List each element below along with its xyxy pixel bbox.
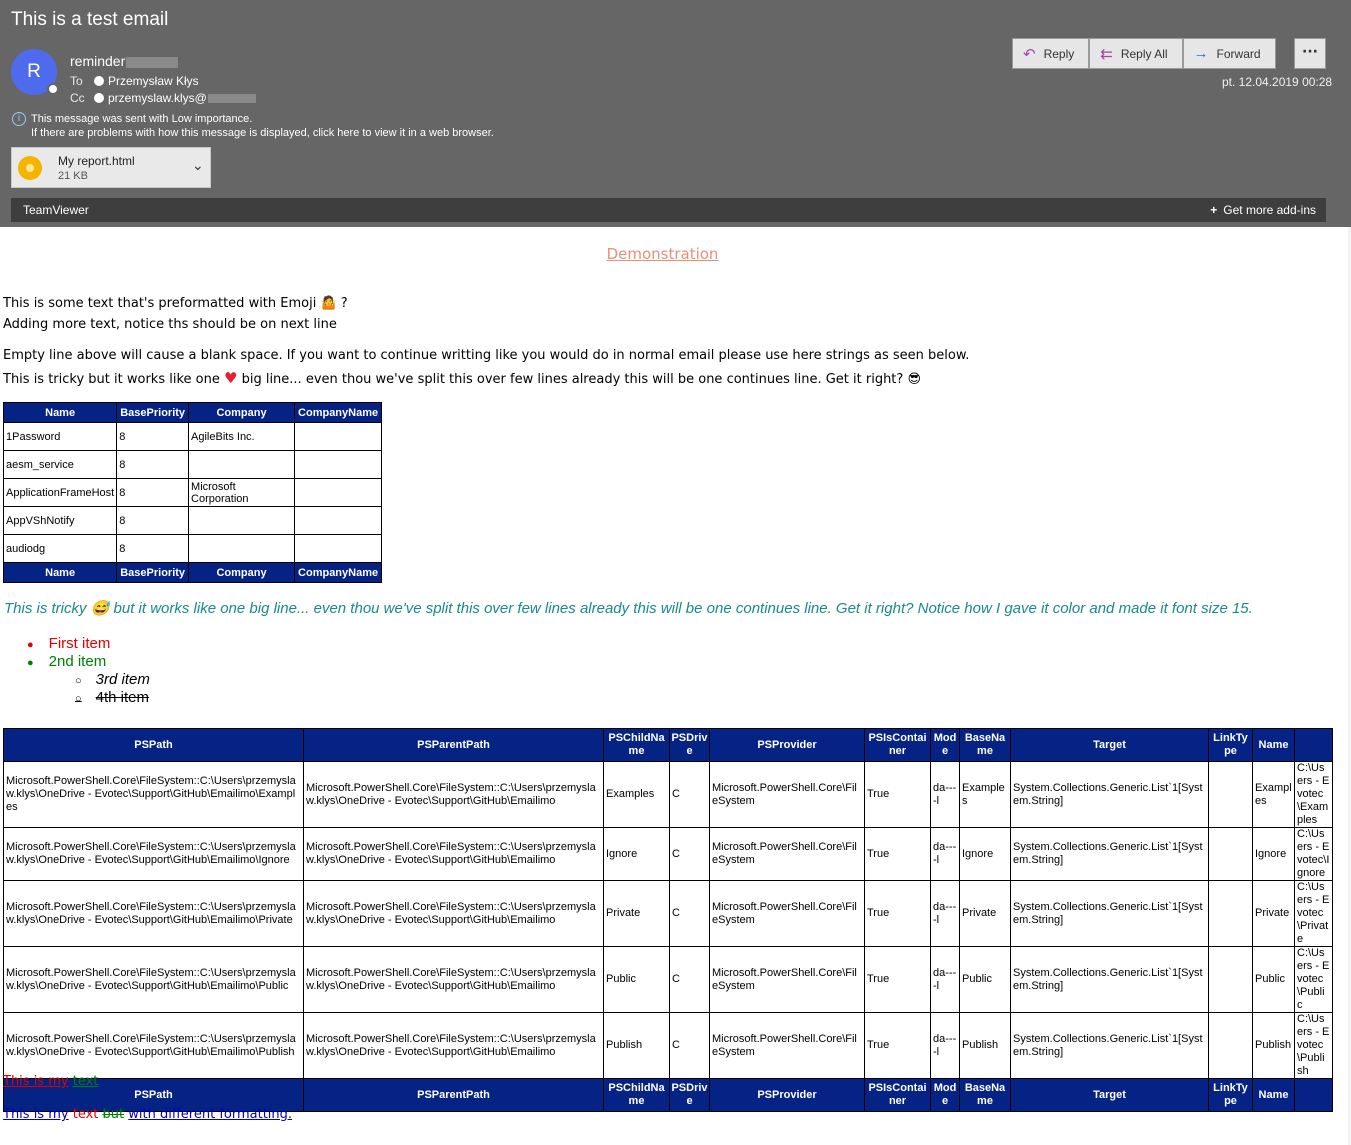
table-cell: Publish bbox=[1253, 1013, 1295, 1079]
table-cell: Microsoft.PowerShell.Core\FileSystem::C:\Users\przemyslaw.klys\OneDrive - Evotec\Support\GitHub\Emailimo bbox=[304, 947, 604, 1013]
cc-row bbox=[70, 91, 256, 105]
table-cell: System.Collections.Generic.List`1[System.String] bbox=[1011, 762, 1209, 828]
table-cell: C bbox=[670, 828, 710, 881]
colored-paragraph: This is tricky 😅 but it works like one big line... even thou we've split this over few lines already this will be one continues line. Get it right? Notice how I gave it color and made it font size 15. bbox=[4, 600, 1253, 617]
more-icon[interactable]: ··· bbox=[1294, 38, 1326, 69]
reply-all-button[interactable] bbox=[1089, 38, 1182, 69]
col-mode-footer: Mode bbox=[931, 1079, 960, 1112]
footer-blue-text: This is my bbox=[3, 1107, 69, 1122]
col-fullname-footer bbox=[1295, 1079, 1333, 1112]
table-cell: Ignore bbox=[604, 828, 670, 881]
table-cell: 8 bbox=[117, 535, 189, 563]
view-in-browser-link[interactable]: If there are problems with how this message is displayed, click here to view it in a web browser. bbox=[31, 127, 494, 139]
presence-dot-icon bbox=[94, 93, 104, 103]
col-company: Company bbox=[189, 403, 295, 423]
col-psdrive: PSDrive bbox=[670, 729, 710, 762]
paragraph-2 bbox=[3, 345, 969, 391]
attachment-size: 21 KB bbox=[58, 170, 88, 182]
presence-indicator bbox=[47, 83, 59, 95]
table-cell: Private bbox=[604, 881, 670, 947]
list-item bbox=[27, 653, 106, 670]
col-psprovider: PSProvider bbox=[710, 729, 865, 762]
table-cell: Microsoft.PowerShell.Core\FileSystem::C:\Users\przemyslaw.klys\OneDrive - Evotec\Support\GitHub\Emailimo\Publish bbox=[4, 1013, 304, 1079]
table-cell: da----l bbox=[931, 828, 960, 881]
tricky-line bbox=[3, 367, 969, 391]
table-cell bbox=[189, 535, 295, 563]
list-item-label: 3rd item bbox=[95, 671, 150, 688]
footer-red-text: text bbox=[72, 1107, 99, 1122]
col-basename: BaseName bbox=[960, 729, 1011, 762]
col-psdrive-footer: PSDrive bbox=[670, 1079, 710, 1112]
sender-label: reminder bbox=[70, 53, 126, 69]
to-recipient[interactable]: Przemysław Kłys bbox=[108, 74, 199, 88]
circle-bullet-icon: ○ bbox=[75, 675, 82, 687]
table-cell: Examples bbox=[1253, 762, 1295, 828]
reply-all-icon: ⇇ bbox=[1100, 45, 1113, 63]
bullet-icon: ● bbox=[27, 639, 34, 651]
avatar-letter: R bbox=[27, 61, 41, 82]
table-cell bbox=[1209, 947, 1253, 1013]
table-cell: Ignore bbox=[960, 828, 1011, 881]
col-companyname: CompanyName bbox=[295, 403, 382, 423]
table-cell: Microsoft.PowerShell.Core\FileSystem::C:\Users\przemyslaw.klys\OneDrive - Evotec\Support\GitHub\Emailimo\Private bbox=[4, 881, 304, 947]
col-linktype: LinkType bbox=[1209, 729, 1253, 762]
col-psiscontainer: PSIsContainer bbox=[865, 729, 931, 762]
col-linktype-footer: LinkType bbox=[1209, 1079, 1253, 1112]
table-cell: da----l bbox=[931, 947, 960, 1013]
table-row bbox=[4, 479, 382, 507]
table-cell: True bbox=[865, 828, 931, 881]
forward-button[interactable] bbox=[1183, 38, 1276, 69]
table-cell bbox=[295, 423, 382, 451]
col-pspath-footer: PSPath bbox=[4, 1079, 304, 1112]
table-cell: True bbox=[865, 762, 931, 828]
col-mode: Mode bbox=[931, 729, 960, 762]
table-cell bbox=[295, 479, 382, 507]
table-cell: aesm_service bbox=[4, 451, 117, 479]
table-cell: C bbox=[670, 947, 710, 1013]
table-cell: C:\Users - Evotec\Ignore bbox=[1295, 828, 1333, 881]
table-row bbox=[4, 1013, 1333, 1079]
attachment-card[interactable] bbox=[11, 147, 211, 188]
bullet-icon: ● bbox=[27, 657, 34, 669]
footer-red-text: This is my bbox=[3, 1074, 69, 1089]
table-cell bbox=[1209, 881, 1253, 947]
paragraph-1 bbox=[3, 293, 348, 335]
table-cell: Microsoft.PowerShell.Core\FileSystem bbox=[710, 762, 865, 828]
table-cell: 1Password bbox=[4, 423, 117, 451]
table-row bbox=[4, 762, 1333, 828]
table-cell: Private bbox=[960, 881, 1011, 947]
footer-strike-text: but bbox=[102, 1107, 125, 1122]
tricky-part-2: big line... even thou we've split this over few lines already this will be one continues line. Get it right? 😎 bbox=[241, 372, 921, 387]
col-name-footer: Name bbox=[4, 563, 117, 583]
footer-line-2 bbox=[3, 1107, 292, 1122]
table-cell: C:\Users - Evotec\Publish bbox=[1295, 1013, 1333, 1079]
presence-dot-icon bbox=[94, 76, 104, 86]
list-item-label: 2nd item bbox=[48, 653, 107, 670]
attachment-name: My report.html bbox=[58, 154, 135, 168]
table-cell: C:\Users - Evotec\Public bbox=[1295, 947, 1333, 1013]
table-row bbox=[4, 881, 1333, 947]
plus-icon: + bbox=[1210, 203, 1218, 217]
col-fullname bbox=[1295, 729, 1333, 762]
table-cell: System.Collections.Generic.List`1[System.String] bbox=[1011, 881, 1209, 947]
col-company-footer: Company bbox=[189, 563, 295, 583]
table-cell: Microsoft.PowerShell.Core\FileSystem::C:\Users\przemyslaw.klys\OneDrive - Evotec\Support\GitHub\Emailimo bbox=[304, 828, 604, 881]
table-cell: System.Collections.Generic.List`1[System.String] bbox=[1011, 828, 1209, 881]
footer-green-text: text bbox=[72, 1074, 99, 1089]
addins-bar bbox=[11, 198, 1326, 222]
col-psiscontainer-footer: PSIsContainer bbox=[865, 1079, 931, 1112]
col-target-footer: Target bbox=[1011, 1079, 1209, 1112]
table-cell: True bbox=[865, 1013, 931, 1079]
forward-icon: → bbox=[1193, 45, 1209, 62]
next-line: Adding more text, notice ths should be on next line bbox=[3, 317, 337, 332]
table-cell: Public bbox=[604, 947, 670, 1013]
table-cell: C bbox=[670, 881, 710, 947]
to-label: To bbox=[70, 74, 83, 88]
col-basepriority: BasePriority bbox=[117, 403, 189, 423]
table-cell: AppVShNotify bbox=[4, 507, 117, 535]
table-cell: C bbox=[670, 762, 710, 828]
table-cell: da----l bbox=[931, 1013, 960, 1079]
demonstration-heading[interactable]: Demonstration bbox=[606, 245, 719, 263]
filesystem-table bbox=[3, 728, 1333, 1112]
list-item-label: First item bbox=[48, 635, 111, 652]
table-cell: Microsoft.PowerShell.Core\FileSystem::C:\Users\przemyslaw.klys\OneDrive - Evotec\Support\GitHub\Emailimo\Ignore bbox=[4, 828, 304, 881]
table-cell bbox=[1209, 762, 1253, 828]
list-item bbox=[75, 689, 149, 706]
cc-label: Cc bbox=[70, 91, 85, 105]
to-row bbox=[70, 74, 199, 88]
col-psparentpath-footer: PSParentPath bbox=[304, 1079, 604, 1112]
table-cell: 8 bbox=[117, 451, 189, 479]
table-cell: C:\Users - Evotec\Private bbox=[1295, 881, 1333, 947]
table-cell: Microsoft.PowerShell.Core\FileSystem::C:\Users\przemyslaw.klys\OneDrive - Evotec\Support\GitHub\Emailimo bbox=[304, 881, 604, 947]
table-cell: Microsoft.PowerShell.Core\FileSystem bbox=[710, 1013, 865, 1079]
col-psparentpath: PSParentPath bbox=[304, 729, 604, 762]
table-cell: Microsoft.PowerShell.Core\FileSystem bbox=[710, 881, 865, 947]
col-pschildname: PSChildName bbox=[604, 729, 670, 762]
message-header bbox=[0, 0, 1351, 227]
sent-date: pt. 12.04.2019 00:28 bbox=[1222, 75, 1333, 89]
col-name: Name bbox=[4, 403, 117, 423]
table-cell bbox=[295, 451, 382, 479]
table-row bbox=[4, 423, 382, 451]
tricky-part-1: This is tricky but it works like one bbox=[3, 372, 220, 387]
table-cell: da----l bbox=[931, 881, 960, 947]
table-cell: Private bbox=[1253, 881, 1295, 947]
get-more-addins[interactable] bbox=[1210, 203, 1316, 217]
table-cell: Microsoft.PowerShell.Core\FileSystem::C:\Users\przemyslaw.klys\OneDrive - Evotec\Support\GitHub\Emailimo\Examples bbox=[4, 762, 304, 828]
sender-name[interactable] bbox=[70, 53, 178, 69]
cc-recipient[interactable]: przemyslaw.klys@ bbox=[108, 91, 207, 105]
reply-icon: ↶ bbox=[1023, 45, 1036, 63]
col-name-footer: Name bbox=[1253, 1079, 1295, 1112]
table-cell: Microsoft Corporation bbox=[189, 479, 295, 507]
table-cell: True bbox=[865, 881, 931, 947]
chevron-down-icon[interactable]: ⌄ bbox=[192, 158, 204, 174]
col-target: Target bbox=[1011, 729, 1209, 762]
table-cell: 8 bbox=[117, 423, 189, 451]
process-table bbox=[3, 402, 382, 583]
table-cell: Microsoft.PowerShell.Core\FileSystem bbox=[710, 947, 865, 1013]
message-subject: This is a test email bbox=[11, 9, 169, 30]
col-name: Name bbox=[1253, 729, 1295, 762]
table-cell: Examples bbox=[604, 762, 670, 828]
get-more-addins-label: Get more add-ins bbox=[1223, 203, 1316, 217]
reply-all-label: Reply All bbox=[1120, 46, 1168, 61]
reply-button[interactable] bbox=[1012, 38, 1089, 69]
table-cell bbox=[1209, 1013, 1253, 1079]
table-cell: Microsoft.PowerShell.Core\FileSystem bbox=[710, 828, 865, 881]
table-cell: C bbox=[670, 1013, 710, 1079]
table-cell: 8 bbox=[117, 479, 189, 507]
table-cell: da----l bbox=[931, 762, 960, 828]
table-cell: audiodg bbox=[4, 535, 117, 563]
table-cell: Publish bbox=[604, 1013, 670, 1079]
table-cell: AgileBits Inc. bbox=[189, 423, 295, 451]
table-row bbox=[4, 828, 1333, 881]
chrome-icon bbox=[18, 156, 42, 180]
forward-label: Forward bbox=[1216, 46, 1261, 61]
table-cell: Public bbox=[1253, 947, 1295, 1013]
table-cell: System.Collections.Generic.List`1[System.String] bbox=[1011, 947, 1209, 1013]
col-companyname-footer: CompanyName bbox=[295, 563, 382, 583]
table-cell bbox=[189, 451, 295, 479]
table-cell: Public bbox=[960, 947, 1011, 1013]
table-cell: Ignore bbox=[1253, 828, 1295, 881]
table-cell: True bbox=[865, 947, 931, 1013]
list-item bbox=[75, 671, 150, 688]
footer-link-text[interactable]: with different formatting. bbox=[128, 1107, 293, 1122]
table-row bbox=[4, 451, 382, 479]
col-pspath: PSPath bbox=[4, 729, 304, 762]
info-icon: i bbox=[12, 112, 26, 126]
table-cell: Microsoft.PowerShell.Core\FileSystem::C:\Users\przemyslaw.klys\OneDrive - Evotec\Support\GitHub\Emailimo\Public bbox=[4, 947, 304, 1013]
emoji-line: This is some text that's preformatted with Emoji 🤷 ? bbox=[3, 296, 348, 311]
col-basepriority-footer: BasePriority bbox=[117, 563, 189, 583]
list-item-label: 4th item bbox=[95, 689, 150, 706]
redacted-block bbox=[208, 94, 256, 103]
action-buttons bbox=[1012, 38, 1276, 69]
table-cell: System.Collections.Generic.List`1[System.String] bbox=[1011, 1013, 1209, 1079]
col-basename-footer: BaseName bbox=[960, 1079, 1011, 1112]
table-cell bbox=[189, 507, 295, 535]
table-cell: Examples bbox=[960, 762, 1011, 828]
table-cell bbox=[295, 507, 382, 535]
footer-line-1 bbox=[3, 1074, 98, 1089]
table-cell: C:\Users - Evotec\Examples bbox=[1295, 762, 1333, 828]
reply-label: Reply bbox=[1043, 46, 1075, 61]
table-row bbox=[4, 535, 382, 563]
table-cell: Publish bbox=[960, 1013, 1011, 1079]
table-cell bbox=[1209, 828, 1253, 881]
teamviewer-addin[interactable]: TeamViewer bbox=[23, 203, 89, 217]
redacted-block bbox=[126, 57, 178, 68]
table-cell: 8 bbox=[117, 507, 189, 535]
table-row bbox=[4, 507, 382, 535]
col-pschildname-footer: PSChildName bbox=[604, 1079, 670, 1112]
table-cell bbox=[295, 535, 382, 563]
blank-space-line: Empty line above will cause a blank space. If you want to continue writting like you would do in normal email please use here strings as seen below. bbox=[3, 348, 970, 363]
table-row bbox=[4, 947, 1333, 1013]
list-item bbox=[27, 635, 110, 652]
importance-note: This message was sent with Low importance. bbox=[31, 113, 253, 125]
info-bar[interactable] bbox=[31, 112, 494, 140]
table-cell: ApplicationFrameHost bbox=[4, 479, 117, 507]
table-cell: Microsoft.PowerShell.Core\FileSystem::C:\Users\przemyslaw.klys\OneDrive - Evotec\Support\GitHub\Emailimo bbox=[304, 762, 604, 828]
table-cell: Microsoft.PowerShell.Core\FileSystem::C:\Users\przemyslaw.klys\OneDrive - Evotec\Support\GitHub\Emailimo bbox=[304, 1013, 604, 1079]
col-psprovider-footer: PSProvider bbox=[710, 1079, 865, 1112]
heart-icon: ♥ bbox=[223, 369, 238, 387]
circle-bullet-icon: ○ bbox=[75, 693, 82, 705]
